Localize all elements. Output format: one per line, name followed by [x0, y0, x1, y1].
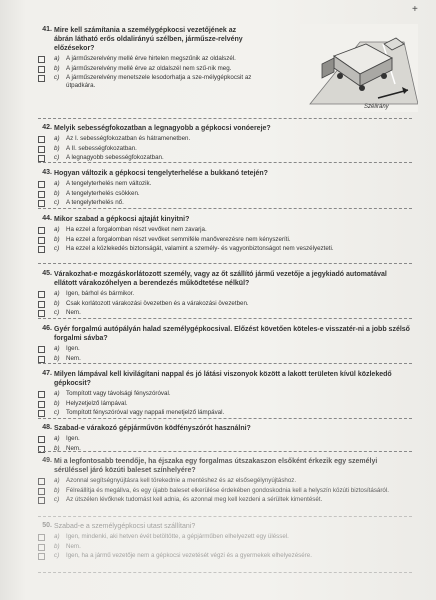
- question-number: 49.: [42, 457, 52, 464]
- answer-checkbox[interactable]: [38, 56, 45, 63]
- question-47: [42, 370, 410, 417]
- answer-checkbox[interactable]: [38, 146, 45, 153]
- separator: [38, 451, 412, 452]
- answer-c: c) Ha ezzel a közlekedés biztonságát, valamint a személy- és vagyonbiztonságot nem veszélyezteti.: [54, 245, 410, 253]
- answer-checkbox[interactable]: [38, 66, 45, 73]
- separator: [38, 363, 412, 364]
- answer-b: b) Nem.: [54, 355, 410, 363]
- answer-c: c) A tengelyterhelés nő.: [54, 199, 410, 207]
- answer-b: b) Nem.: [54, 445, 410, 453]
- separator: [38, 118, 412, 119]
- question-number: 45.: [42, 270, 52, 277]
- answer-checkbox[interactable]: [38, 237, 45, 244]
- answer-checkbox[interactable]: [38, 181, 45, 188]
- separator: [38, 418, 412, 419]
- answer-checkbox[interactable]: [38, 310, 45, 317]
- separator: [38, 318, 412, 319]
- question-text: Gyér forgalmú autópályán halad személygépkocsival. Előzést követően köteles-e visszatér-ni a jobb szélső forgalmi sávba?: [54, 326, 410, 342]
- question-50: [42, 522, 410, 560]
- question-text: Szabad-e várakozó gépjárművön ködfényszórót használni?: [54, 425, 251, 432]
- answer-checkbox[interactable]: [38, 553, 45, 560]
- answer-b: b) A II. sebességfokozatban.: [54, 145, 410, 153]
- question-number: 43.: [42, 169, 52, 176]
- answer-b: b) Csak korlátozott várakozási övezetben és a várakozási övezetben.: [54, 300, 410, 308]
- separator: [38, 263, 412, 264]
- answer-checkbox[interactable]: [38, 534, 45, 541]
- answer-checkbox[interactable]: [38, 356, 45, 363]
- answer-a: a) A járműszerelvény mellé érve hirtelen megszűnik az oldalszél.: [54, 55, 264, 63]
- answer-c: c) Igen, ha a jármű vezetője nem a gépkocsi vezetését végzi és a gyermekek elhelyezésére.: [54, 552, 410, 560]
- answer-checkbox[interactable]: [38, 544, 45, 551]
- separator: [38, 208, 412, 209]
- separator: [38, 162, 412, 163]
- answer-checkbox[interactable]: [38, 191, 45, 198]
- answer-a: a) Igen, bárhol és bármikor.: [54, 290, 410, 298]
- answer-b: b) Nem.: [54, 543, 410, 551]
- answer-checkbox[interactable]: [38, 136, 45, 143]
- answer-checkbox[interactable]: [38, 291, 45, 298]
- answer-c: c) Nem.: [54, 309, 410, 317]
- answer-c: c) Tompított fényszóróval vagy nappali menetjelző lámpával.: [54, 409, 410, 417]
- answer-a: a) Azonnal segítségnyújtásra kell törekednie a mentéshez és az elsősegélynyújtáshoz.: [54, 477, 410, 485]
- question-42: [42, 124, 410, 162]
- question-number: 44.: [42, 215, 52, 222]
- question-text: Mire kell számítania a személygépkocsi vezetőjének az ábrán látható erős oldalirányú szélben, járműsze-relvény előzésekor?: [54, 27, 243, 52]
- question-number: 41.: [42, 26, 52, 33]
- answer-checkbox[interactable]: [38, 401, 45, 408]
- wind-direction-label: Szélirány: [364, 104, 389, 110]
- answer-c: c) Az útszélen lévőknek tudomást kell adnia, és azonnal meg kell kezdeni a sérültek kimentését.: [54, 496, 410, 504]
- answer-a: a) Igen.: [54, 435, 410, 443]
- answer-checkbox[interactable]: [38, 488, 45, 495]
- question-48: [42, 424, 410, 452]
- question-text: Melyik sebességfokozatban a legnagyobb a gépkocsi vonóereje?: [54, 125, 271, 132]
- answer-checkbox[interactable]: [38, 301, 45, 308]
- answer-b: b) Ha ezzel a forgalomban részt vevőket semmiféle manőverezésre nem kényszeríti.: [54, 236, 410, 244]
- answer-b: b) Félreállítja és megállva, és egy újabb baleset elkerülése érdekében gondoskodnia kell a helyszín közúti biztosításáról.: [54, 487, 410, 495]
- answer-a: a) Az I. sebességfokozatban és hátramenetben.: [54, 135, 410, 143]
- question-number: 50.: [42, 522, 52, 529]
- question-text: Várakozhat-e mozgáskorlátozott személy, vagy az őt szállító jármű vezetője a jegykiadó automatával ellátott várakozóhelyen a berendezés működtetése nélkül?: [54, 271, 387, 287]
- answer-checkbox[interactable]: [38, 478, 45, 485]
- question-text: Mi a legfontosabb teendője, ha éjszaka egy forgalmas útszakaszon elsőként érkezik egy személyi sérüléssel járó közúti baleset színhelyére?: [54, 458, 378, 474]
- question-text: Szabad-e a személygépkocsi utast szállítani?: [54, 523, 196, 530]
- separator: [38, 572, 412, 573]
- separator: [38, 516, 412, 517]
- question-49: [42, 457, 410, 504]
- question-46: [42, 325, 410, 362]
- answer-a: a) A tengelyterhelés nem változik.: [54, 180, 410, 188]
- question-43: [42, 169, 410, 207]
- answer-b: b) A tengelyterhelés csökken.: [54, 190, 410, 198]
- question-number: 42.: [42, 124, 52, 131]
- answer-checkbox[interactable]: [38, 436, 45, 443]
- answer-a: a) Igen, mindenki, aki hetven évét betöltötte, a gépjárműben elhelyezett egy üléssel.: [54, 533, 410, 541]
- answer-c: c) A legnagyobb sebességfokozatban.: [54, 154, 410, 162]
- answer-checkbox[interactable]: [38, 410, 45, 417]
- answer-checkbox[interactable]: [38, 75, 45, 82]
- question-number: 47.: [42, 370, 52, 377]
- question-text: Mikor szabad a gépkocsi ajtaját kinyitni?: [54, 216, 190, 223]
- corner-mark: +: [412, 4, 418, 15]
- answer-b: b) A járműszerelvény mellé érve az oldalszél nem szű-nik meg.: [54, 65, 264, 73]
- answer-checkbox[interactable]: [38, 391, 45, 398]
- question-45: [42, 270, 410, 317]
- truck-overtaking-illustration: [300, 24, 418, 112]
- answer-a: a) Igen.: [54, 345, 410, 353]
- answer-checkbox[interactable]: [38, 227, 45, 234]
- question-number: 46.: [42, 325, 52, 332]
- question-44: [42, 215, 410, 253]
- answer-checkbox[interactable]: [38, 497, 45, 504]
- answer-checkbox[interactable]: [38, 200, 45, 207]
- question-text: Milyen lámpával kell kivilágítani nappal és jó látási viszonyok között a lakott területen kívül közlekedő gépkocsit?: [54, 371, 392, 387]
- answer-checkbox[interactable]: [38, 246, 45, 253]
- question-text: Hogyan változik a gépkocsi tengelyterhelése a bukkanó tetején?: [54, 170, 268, 177]
- answer-b: b) Helyzetjelző lámpával.: [54, 400, 410, 408]
- question-number: 48.: [42, 424, 52, 431]
- answer-checkbox[interactable]: [38, 346, 45, 353]
- answer-c: c) A járműszerelvény menetszele lesodorhatja a sze-mélygépkocsit az útpadkára.: [54, 74, 264, 89]
- answer-a: a) Ha ezzel a forgalomban részt vevőket nem zavarja.: [54, 226, 410, 234]
- answer-a: a) Tompított vagy távolsági fényszóróval.: [54, 390, 410, 398]
